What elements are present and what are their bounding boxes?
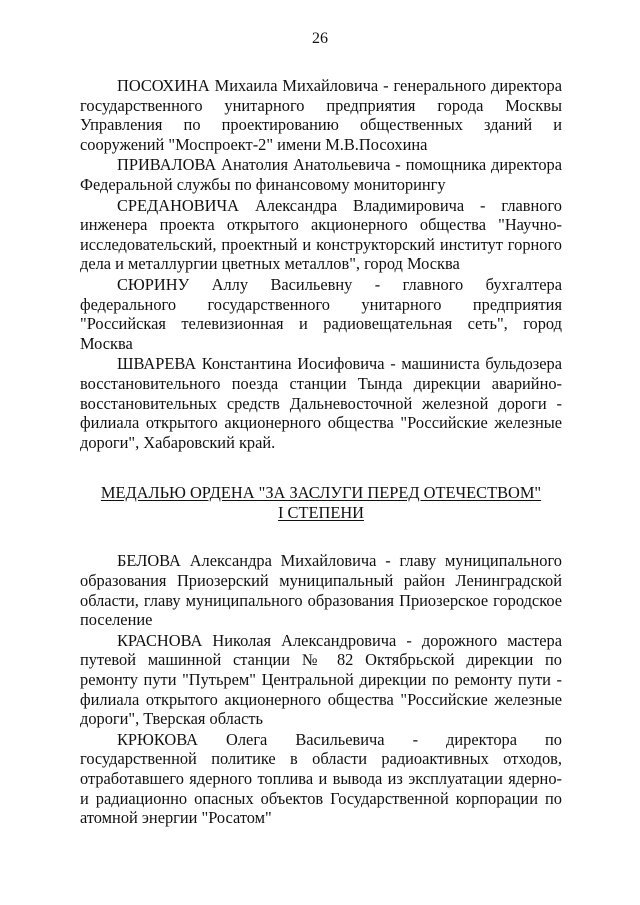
surname: СЮРИНУ: [117, 274, 190, 294]
entry-text: Александра Михайловича - главу муниципального образования Приозерский муниципальный район Ленинградской области, главу муниципального образования Приозерское городское поселение: [80, 551, 562, 630]
surname: КРАСНОВА: [117, 630, 203, 650]
award-entry: [80, 275, 562, 353]
entry-text: Александра Владимировича - главного инженера проекта открытого акционерного общества "Научно-исследовательский, проектный и конструкторский институт горного дела и металлургии цветных металлов", город Москва: [80, 195, 562, 274]
entry-text: Николая Александровича - дорожного мастера путевой машинной станции № 82 Октябрьской дирекции по ремонту пути "Путьрем" Центральной дирекции по ремонту пути - филиала открытого акционерного общества "Российские железные дороги", Тверская область: [80, 630, 562, 729]
section-heading-line1: МЕДАЛЬЮ ОРДЕНА "ЗА ЗАСЛУГИ ПЕРЕД ОТЕЧЕСТВОМ": [100, 483, 542, 503]
surname: БЕЛОВА: [117, 551, 181, 571]
award-entry: [80, 76, 562, 154]
surname: СРЕДАНОВИЧА: [117, 195, 240, 215]
award-list-medal: [80, 551, 562, 827]
award-entry: [80, 631, 562, 729]
entry-text: Михаила Михайловича - генерального директора государственного унитарного предприятия города Москвы Управления по проектированию общественных зданий и сооружений "Моспроект-2" имени М.В.Посохина: [80, 76, 562, 154]
page-number: 26: [312, 30, 328, 47]
award-entry: [80, 196, 562, 274]
award-entry: [80, 730, 562, 828]
award-entry: [80, 155, 562, 194]
document-body: [80, 76, 562, 828]
entry-text: Константина Иосифовича - машиниста бульдозера восстановительного поезда станции Тында дирекции аварийно-восстановительных средств Дальневосточной железной дороги - филиала открытого акционерного общества "Российские железные дороги", Хабаровский край.: [80, 354, 562, 452]
section-heading: [80, 483, 562, 522]
surname: ПРИВАЛОВА: [117, 155, 217, 175]
surname: ПОСОХИНА: [117, 76, 210, 95]
award-entry: [80, 354, 562, 452]
surname: КРЮКОВА: [117, 729, 198, 749]
entry-text: Аллу Васильевну - главного бухгалтера федерального государственного унитарного предприятия "Российская телевизионная и радиовещательная сеть", город Москва: [80, 274, 562, 353]
entry-text: Анатолия Анатольевича - помощника директора Федеральной службы по финансовому мониторингу: [80, 155, 562, 194]
award-list-continued: [80, 76, 562, 452]
section-heading-line2: I СТЕПЕНИ: [277, 502, 365, 522]
surname: ШВАРЕВА: [117, 354, 197, 374]
entry-text: Олега Васильевича - директора по государственной политике в области радиоактивных отходов, отработавшего ядерного топлива и вывода из эксплуатации ядерно- и радиационно опасных объектов Государственной корпорации по атомной энергии "Росатом": [80, 729, 562, 828]
award-entry: [80, 551, 562, 629]
